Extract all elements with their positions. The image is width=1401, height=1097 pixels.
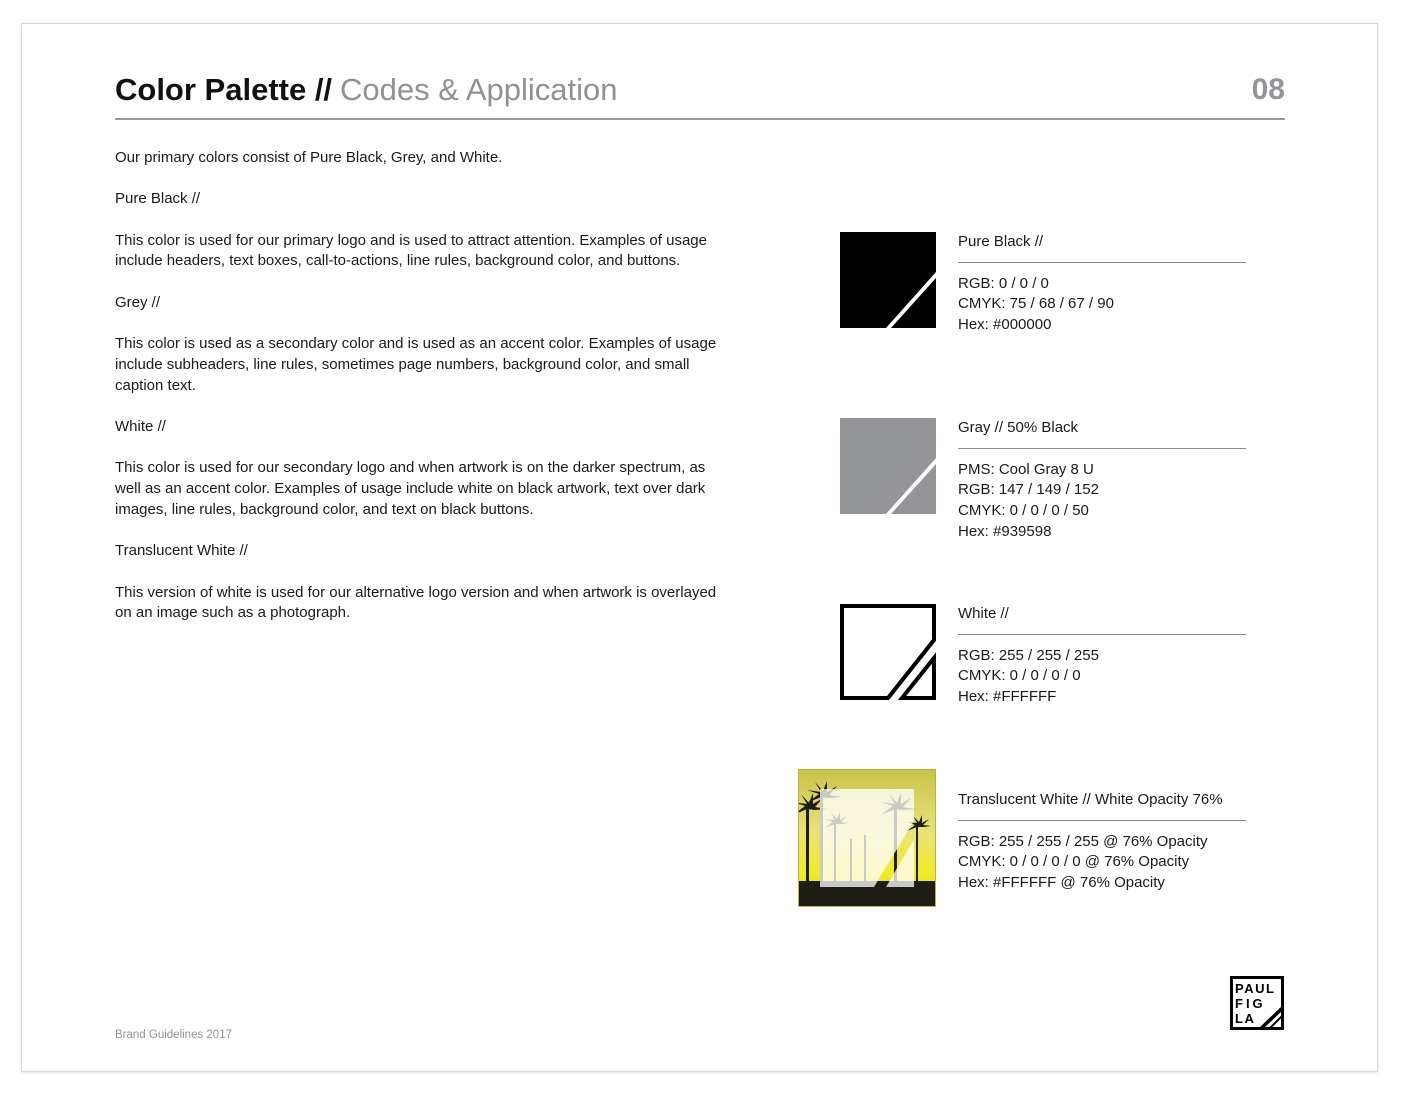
palm-tree-photo-logo-icon: [798, 769, 936, 907]
description-column: [115, 148, 735, 645]
swatch-rgb: RGB: 255 / 255 / 255: [958, 646, 1099, 664]
swatch-info-translucent: [958, 790, 1246, 894]
intro-text: Our primary colors consist of Pure Black, Grey, and White.: [115, 149, 503, 166]
swatch-cmyk: CMYK: 0 / 0 / 0 / 50: [958, 502, 1089, 520]
swatch-cmyk: CMYK: 0 / 0 / 0 / 0 @ 76% Opacity: [958, 853, 1190, 871]
page: [22, 24, 1377, 1071]
title-sub: Codes & Application: [340, 72, 618, 107]
page-header: [115, 70, 1285, 120]
swatch-label: Pure Black //: [958, 232, 1246, 263]
swatch-label: White //: [958, 604, 1246, 635]
swatch-info-black: [958, 232, 1246, 336]
swatch-info-gray: [958, 418, 1246, 543]
swatch-cmyk: CMYK: 75 / 68 / 67 / 90: [958, 295, 1114, 313]
section-body-white: This color is used for our secondary logo and when artwork is on the darker spectrum, as well as an accent color. Examples of usage include white on black artwork, text over dark images, line rules, background color, and text on black buttons.: [115, 459, 706, 518]
logo-line-1: PAUL: [1235, 981, 1276, 996]
white-outline-logo-mark-icon: [840, 604, 936, 700]
swatch-rgb: RGB: 0 / 0 / 0: [958, 274, 1049, 292]
title-main: Color Palette //: [115, 72, 333, 107]
logo-line-2: FIG: [1235, 996, 1266, 1011]
black-logo-mark-icon: [840, 232, 936, 328]
swatch-hex: Hex: #FFFFFF: [958, 688, 1057, 706]
swatch-pms: PMS: Cool Gray 8 U: [958, 460, 1094, 478]
section-body-black: This color is used for our primary logo and is used to attract attention. Examples of usage include headers, text boxes, call-to-actions, line rules, background color, and buttons.: [115, 231, 707, 270]
section-body-grey: This color is used as a secondary color and is used as an accent color. Examples of usage include subheaders, line rules, sometimes page numbers, background color, and small caption text.: [115, 335, 717, 394]
swatch-hex: Hex: #000000: [958, 316, 1052, 334]
swatch-cmyk: CMYK: 0 / 0 / 0 / 0: [958, 667, 1081, 685]
section-heading-translucent: Translucent White //: [115, 542, 248, 560]
swatch-rgb: RGB: 147 / 149 / 152: [958, 481, 1099, 499]
page-number: 08: [1251, 73, 1285, 106]
swatch-hex: Hex: #FFFFFF @ 76% Opacity: [958, 874, 1165, 892]
page-title: [115, 70, 618, 110]
section-heading-white: White //: [115, 418, 166, 436]
footer-caption: Brand Guidelines 2017: [115, 1029, 232, 1041]
swatch-rgb: RGB: 255 / 255 / 255 @ 76% Opacity: [958, 832, 1208, 850]
swatch-hex: Hex: #939598: [958, 522, 1052, 540]
section-heading-black: Pure Black //: [115, 190, 201, 208]
swatch-info-white: [958, 604, 1246, 708]
section-body-translucent: This version of white is used for our alternative logo version and when artwork is overlayed on an image such as a photograph.: [115, 583, 717, 622]
gray-logo-mark-icon: [840, 418, 936, 514]
paul-figla-logo-icon: [1230, 976, 1284, 1030]
swatch-label: Translucent White // White Opacity 76%: [958, 790, 1246, 821]
logo-line-3: LA: [1235, 1011, 1256, 1026]
section-heading-grey: Grey //: [115, 293, 161, 311]
swatch-label: Gray // 50% Black: [958, 418, 1246, 449]
